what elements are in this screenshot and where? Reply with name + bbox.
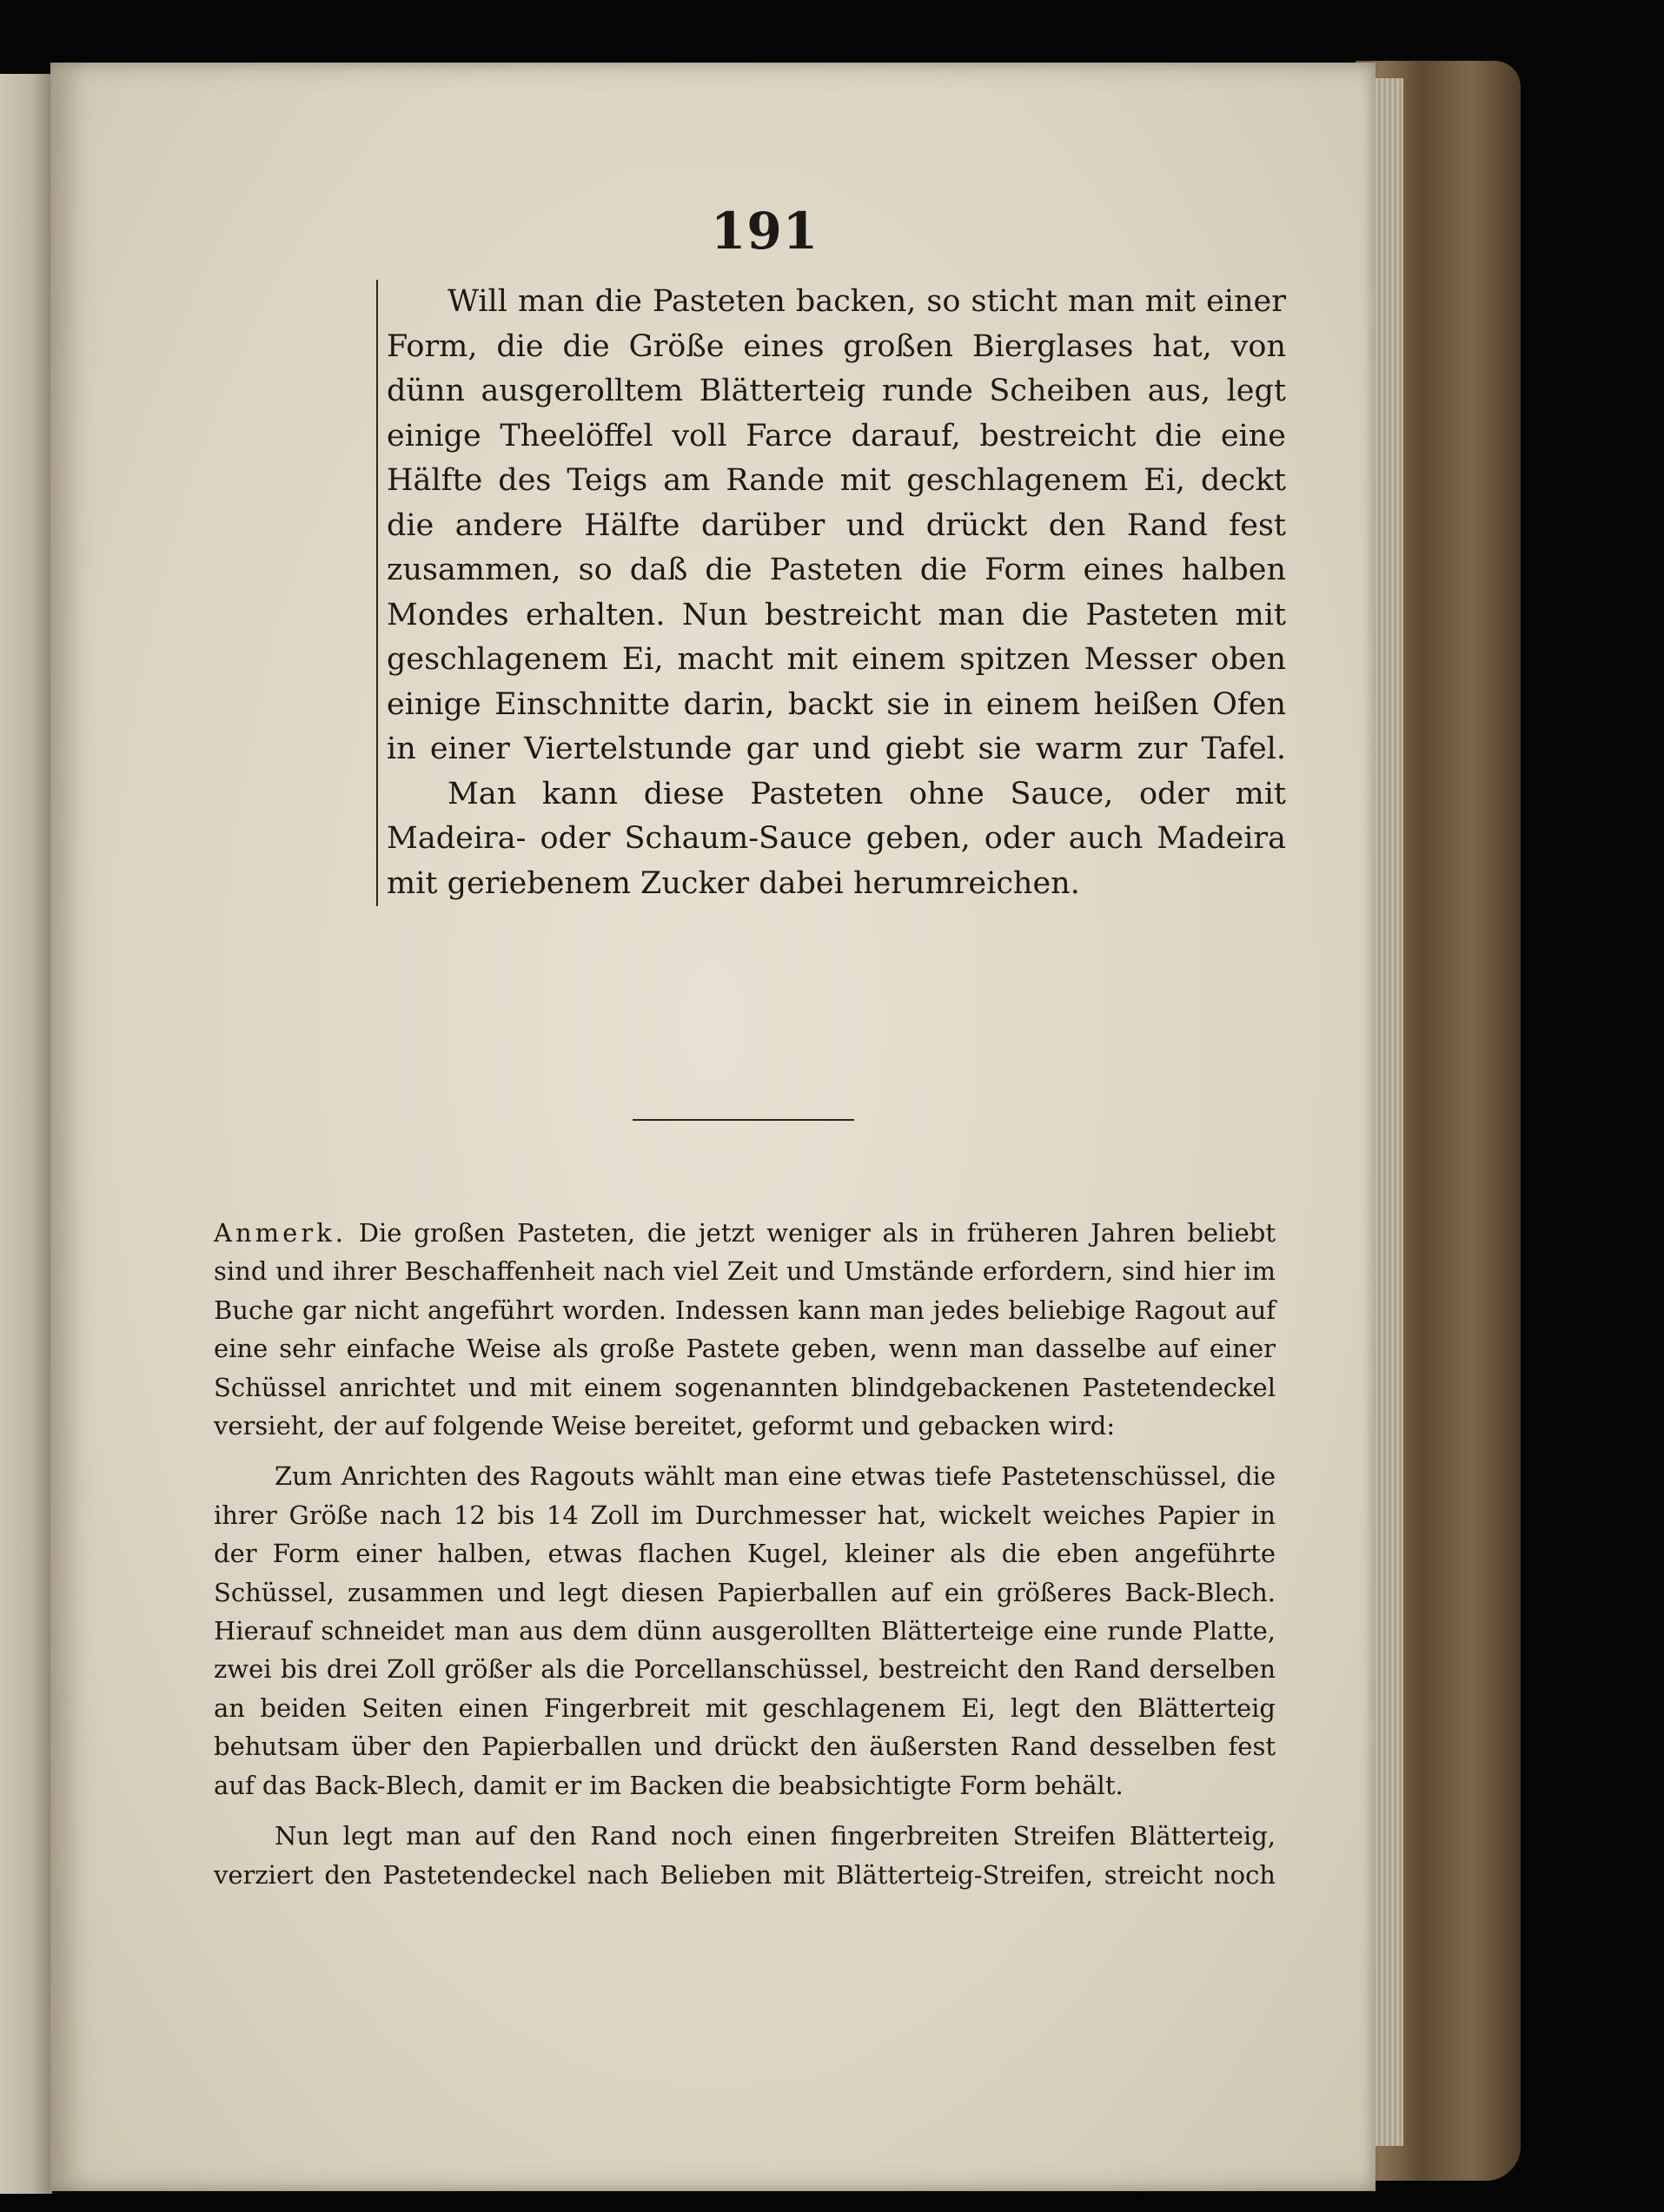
note-block [214, 1214, 1276, 1894]
note-paragraph: Zum Anrichten des Ragouts wählt man eine etwas tiefe Pastetenschüssel, die ihrer Größe nach 12 bis 14 Zoll im Durchmesser hat, wickelt weiches Papier in der Form einer halben, etwas flachen Kugel, kleiner als die eben angeführte Schüssel, zusammen und legt diesen Papierballen auf ein größeres Back-Blech. Hierauf schneidet man aus dem dünn ausgerollten Blätterteige eine runde Platte, zwei bis drei Zoll größer als die Porcellanschüssel, bestreicht den Rand derselben an beiden Seiten einen Fingerbreit mit geschlagenem Ei, legt den Blätterteig behutsam über den Papierballen und drückt den äußersten Rand desselben fest auf das Back-Blech, damit er im Backen die beabsichtigte Form behält. [214, 1461, 1276, 1800]
book-page [50, 63, 1376, 2191]
recipe-paragraph: Will man die Pasteten backen, so sticht man mit einer Form, die die Größe eines großen Bierglases hat, von dünn ausgerolltem Blätterteig runde Scheiben aus, legt einige Theelöffel voll Farce darauf, bestreicht die eine Hälfte des Teigs am Rande mit geschlagenem Ei, deckt die andere Hälfte darüber und drückt den Rand fest zusammen, so daß die Pasteten die Form eines halben Mondes erhalten. Nun bestreicht man die Pasteten mit geschlagenem Ei, macht mit einem spitzen Messer oben einige Einschnitte darin, backt sie in einem heißen Ofen in einer Viertelstunde gar und giebt sie warm zur Tafel. [387, 284, 1286, 766]
note-label: Anmerk. [214, 1218, 347, 1248]
recipe-text-block [376, 280, 1286, 906]
note-text: Die großen Pasteten, die jetzt weniger als in früheren Jahren beliebt sind und ihrer Beschaffenheit nach viel Zeit und Umstände erfordern, sind hier im Buche gar nicht angeführt worden. Indessen kann man jedes beliebige Ragout auf eine sehr einfache Weise als große Pastete geben, wenn man dasselbe auf einer Schüssel anrichtet und mit einem sogenannten blindgebackenen Pastetendeckel versieht, der auf folgende Weise bereitet, geformt und gebacken wird: [214, 1218, 1276, 1441]
section-divider [633, 1119, 854, 1121]
note-paragraph [214, 1214, 1276, 1445]
recipe-paragraph: Man kann diese Pasteten ohne Sauce, oder mit Madeira- oder Schaum-Sauce geben, oder auch Madeira mit geriebenem Zucker dabei herumreichen. [387, 776, 1286, 901]
note-paragraph: Nun legt man auf den Rand noch einen fingerbreiten Streifen Blätterteig, verziert den Pastetendeckel nach Belieben mit Blätterteig-Streifen, streicht noch [214, 1821, 1276, 1890]
page-number: 191 [711, 202, 819, 261]
facing-page-edge [0, 74, 52, 2194]
